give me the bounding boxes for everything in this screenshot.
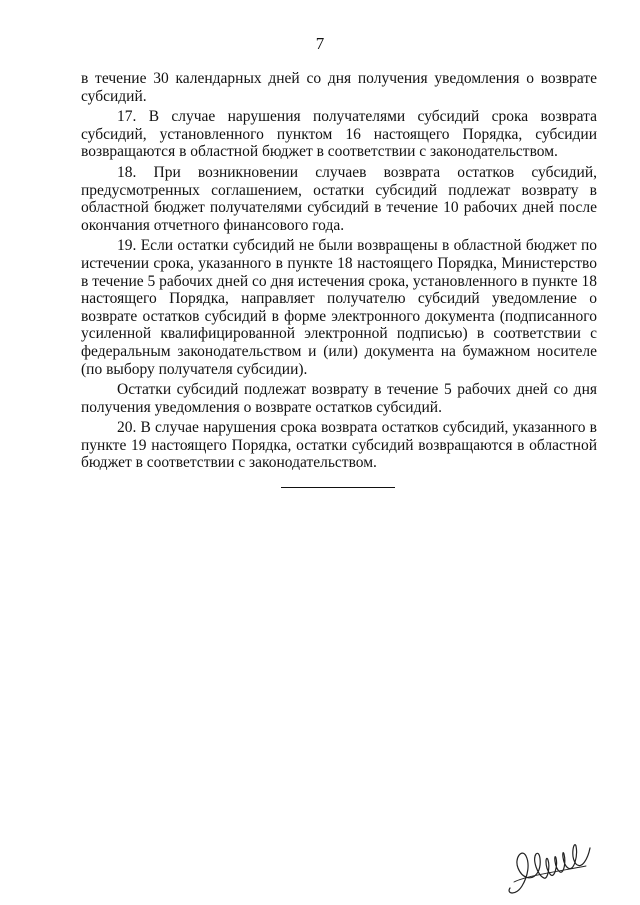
signature-image [504, 836, 596, 898]
paragraph-18: 18. При возникновении случаев возврата остатков субсидий, предусмотренных соглашением, остатки субсидий подлежат возврату в областной бюджет получателями субсидий в течение 10 рабочих дней после окончания отчетного финансового года. [81, 163, 597, 234]
paragraph-19-remainder: Остатки субсидий подлежат возврату в течение 5 рабочих дней со дня получения уведомления о возврате остатков субсидий. [81, 381, 597, 416]
paragraph-continuation: в течение 30 календарных дней со дня получения уведомления о возврате субсидий. [81, 70, 597, 105]
paragraph-17: 17. В случае нарушения получателями субсидий срока возврата субсидий, установленного пунктом 16 настоящего Порядка, субсидии возвращаются в областной бюджет в соответствии с законодательством. [81, 108, 597, 161]
document-body [81, 70, 597, 475]
page-number: 7 [315, 34, 325, 53]
paragraph-19: 19. Если остатки субсидий не были возвращены в областной бюджет по истечении срока, указанного в пункте 18 настоящего Порядка, Министерство в течение 5 рабочих дней со дня истечения срока, установленного в пункте 18 настоящего Порядка, направляет получателю субсидий уведомление о возврате остатков субсидий в форме электронного документа (подписанного усиленной квалифицированной электронной подписью) в соответствии с федеральным законодательством и (или) документа на бумажном носителе (по выбору получателя субсидии). [81, 237, 597, 378]
paragraph-20: 20. В случае нарушения срока возврата остатков субсидий, указанного в пункте 19 настоящего Порядка, остатки субсидий возвращаются в областной бюджет в соответствии с законодательством. [81, 419, 597, 472]
end-divider [281, 487, 395, 488]
